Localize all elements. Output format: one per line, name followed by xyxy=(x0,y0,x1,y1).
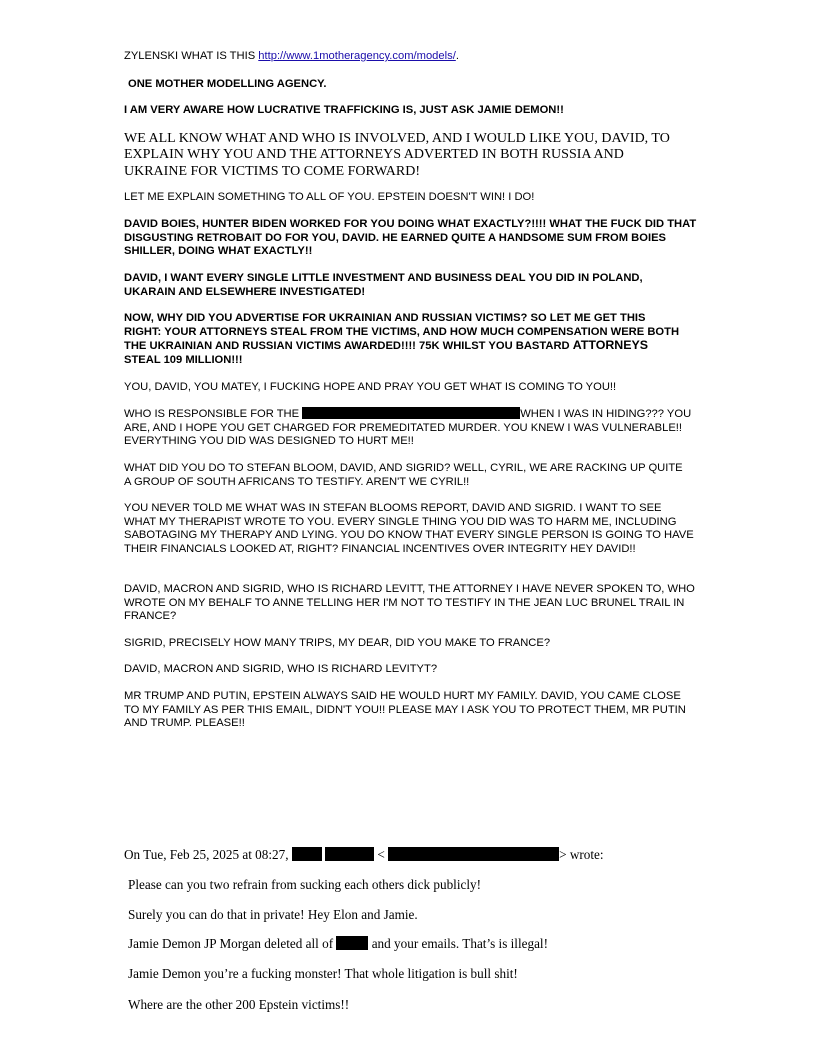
intro-period: . xyxy=(455,50,459,62)
agency-link[interactable]: http://www.1motheragency.com/models/ xyxy=(258,50,456,62)
paragraph-hiding xyxy=(124,407,694,449)
redaction-bar xyxy=(302,407,520,419)
intro-text: ZYLENSKI WHAT IS THIS xyxy=(124,50,259,62)
quote-line: Surely you can do that in private! Hey Elon and Jamie. xyxy=(128,907,418,922)
paragraph-explain: WE ALL KNOW WHAT AND WHO IS INVOLVED, AND I WOULD LIKE YOU, DAVID, TO EXPLAIN WHY YOU AND THE ATTORNEYS ADVERTED IN BOTH RUSSIA AND UKRAINE FOR VICTIMS TO COME FORWARD! xyxy=(124,131,670,179)
paragraph-intro xyxy=(124,50,704,64)
victims-text: NOW, WHY DID YOU ADVERTISE FOR UKRAINIAN AND RUSSIAN VICTIMS? SO LET ME GET THIS RIGHT: YOUR ATTORNEYS STEAL FROM THE VICTIMS, AND HOW MUCH COMPENSATION WERE BOTH THE UKRAINIAN AND RUSSIAN VICTIMS AWARDED!!!! 75K WHILST YOU BASTARD xyxy=(124,312,680,353)
redaction-bar xyxy=(325,847,374,861)
quote-line xyxy=(128,936,708,952)
quote-header xyxy=(124,847,704,863)
quote-date: On Tue, Feb 25, 2025 at 08:27, xyxy=(124,847,292,862)
quote-line: Where are the other 200 Epstein victims!! xyxy=(128,997,350,1012)
paragraph-matey: YOU, DAVID, YOU MATEY, I FUCKING HOPE AND PRAY YOU GET WHAT IS COMING TO YOU!! xyxy=(124,381,617,393)
paragraph-report: YOU NEVER TOLD ME WHAT WAS IN STEFAN BLOOMS REPORT, DAVID AND SIGRID. I WANT TO SEE WHAT MY THERAPIST WROTE TO YOU. EVERY SINGLE THING YOU DID WAS TO HARM ME, INCLUDING SABOTAGING MY THERAPY AND LYING. YOU DO KNOW THAT EVERY SINGLE PERSON IS GOING TO HAVE THEIR FINANCIALS LOOKED AT, RIGHT? FINANCIAL INCENTIVES OVER INTEGRITY HEY DAVID!! xyxy=(124,502,694,555)
paragraph-hunter: DAVID BOIES, HUNTER BIDEN WORKED FOR YOU DOING WHAT EXACTLY?!!!! WHAT THE FUCK DID THAT DISGUSTING RETROBAIT DO FOR YOU, DAVID. HE EARNED QUITE A HANDSOME SUM FROM BOIES SHILLER, DOING WHAT EXACTLY!! xyxy=(124,218,697,258)
paragraph-investigate: DAVID, I WANT EVERY SINGLE LITTLE INVESTMENT AND BUSINESS DEAL YOU DID IN POLAND, UKARAIN AND ELSEWHERE INVESTIGATED! xyxy=(124,272,643,298)
paragraph-trips: SIGRID, PRECISELY HOW MANY TRIPS, MY DEAR, DID YOU MAKE TO FRANCE? xyxy=(124,637,551,649)
paragraph-stefan: WHAT DID YOU DO TO STEFAN BLOOM, DAVID, AND SIGRID? WELL, CYRIL, WE ARE RACKING UP QUITE A GROUP OF SOUTH AFRICANS TO TESTIFY. AREN'T WE CYRIL!! xyxy=(124,462,683,488)
quote-line: Please can you two refrain from sucking each others dick publicly! xyxy=(128,877,482,892)
paragraph-protect: MR TRUMP AND PUTIN, EPSTEIN ALWAYS SAID HE WOULD HURT MY FAMILY. DAVID, YOU CAME CLOSE TO MY FAMILY AS PER THIS EMAIL, DIDN'T YOU!! PLEASE MAY I ASK YOU TO PROTECT THEM, MR PUTIN AND TRUMP. PLEASE!! xyxy=(124,690,686,730)
redaction-bar xyxy=(336,936,368,950)
quote-text-after: and your emails. That’s is illegal! xyxy=(368,936,548,951)
redaction-bar xyxy=(292,847,322,861)
quote-lt: < xyxy=(374,847,385,862)
paragraph-levitt: DAVID, MACRON AND SIGRID, WHO IS RICHARD LEVITT, THE ATTORNEY I HAVE NEVER SPOKEN TO, WHO WROTE ON MY BEHALF TO ANNE TELLING HER I'M NOT TO TESTIFY IN THE JEAN LUC BRUNEL TRAIL IN FRANCE? xyxy=(124,583,695,623)
paragraph-levityt: DAVID, MACRON AND SIGRID, WHO IS RICHARD LEVITYT? xyxy=(124,663,438,675)
victims-attorneys: ATTORNEYS xyxy=(572,338,649,353)
redaction-bar xyxy=(388,847,559,861)
paragraph-victims xyxy=(124,312,684,367)
hiding-text-after: WHEN I WAS IN HIDING??? YOU ARE, AND I HOPE YOU GET CHARGED FOR PREMEDITATED MURDER. YOU KNEW I WAS VULNERABLE!! EVERYTHING YOU DID WAS DESIGNED TO HURT ME!! xyxy=(124,408,692,448)
quote-wrote: > wrote: xyxy=(559,847,604,862)
hiding-text-before: WHO IS RESPONSIBLE FOR THE xyxy=(124,408,303,420)
quote-line: Jamie Demon you’re a fucking monster! That whole litigation is bull shit! xyxy=(128,966,518,981)
paragraph-epstein: LET ME EXPLAIN SOMETHING TO ALL OF YOU. EPSTEIN DOESN'T WIN! I DO! xyxy=(124,191,535,203)
quote-text-before: Jamie Demon JP Morgan deleted all of xyxy=(128,936,337,951)
victims-after: STEAL 109 MILLION!!! xyxy=(124,353,243,366)
paragraph-trafficking: I AM VERY AWARE HOW LUCRATIVE TRAFFICKING IS, JUST ASK JAMIE DEMON!! xyxy=(124,104,564,116)
paragraph-agency: ONE MOTHER MODELLING AGENCY. xyxy=(128,78,327,90)
